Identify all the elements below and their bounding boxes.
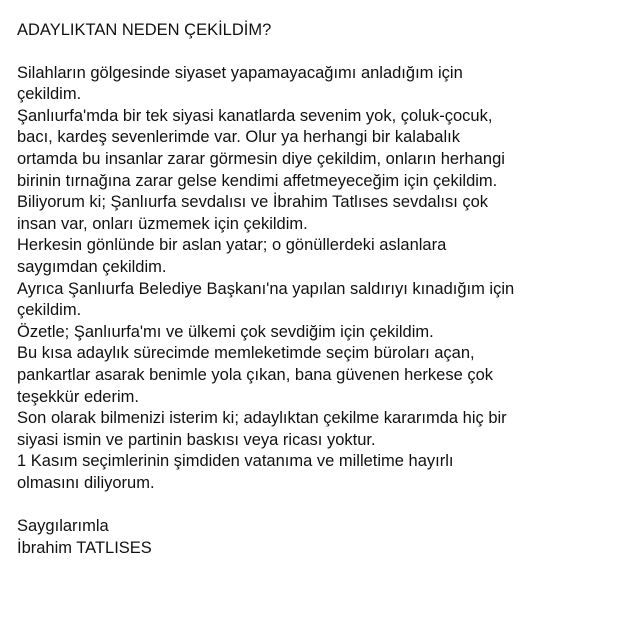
body-line: ortamda bu insanlar zarar görmesin diye çekildim, onların herhangi xyxy=(17,149,505,168)
body-line: bacı, kardeş sevenlerimde var. Olur ya herhangi bir kalabalık xyxy=(17,128,460,147)
body-line: teşekkür ederim. xyxy=(17,387,139,406)
body-line: Silahların gölgesinde siyaset yapamayacağımı anladığım için xyxy=(17,63,463,82)
body-line: saygımdan çekildim. xyxy=(17,257,167,276)
body-line: 1 Kasım seçimlerinin şimdiden vatanıma ve milletime hayırlı xyxy=(17,452,454,471)
body-line: Herkesin gönlünde bir aslan yatar; o gönüllerdeki aslanlara xyxy=(17,236,447,255)
body-line: insan var, onları üzmemek için çekildim. xyxy=(17,214,308,233)
body-line: Şanlıurfa'mda bir tek siyasi kanatlarda sevenim yok, çoluk-çocuk, xyxy=(17,106,493,125)
body-line: birinin tırnağına zarar gelse kendimi affetmeyeceğim için çekildim. xyxy=(17,171,498,190)
signoff-block xyxy=(17,516,622,559)
body-line: Özetle; Şanlıurfa'mı ve ülkemi çok sevdiğim için çekildim. xyxy=(17,322,434,341)
body-line: çekildim. xyxy=(17,85,82,104)
body-line: Son olarak bilmenizi isterim ki; adaylıktan çekilme kararımda hiç bir xyxy=(17,409,507,428)
signature-name: İbrahim TATLISES xyxy=(17,538,152,557)
body-line: siyasi ismin ve partinin baskısı veya ricası yoktur. xyxy=(17,430,376,449)
closing-line: Saygılarımla xyxy=(17,517,109,536)
body-line: çekildim. xyxy=(17,301,82,320)
body-line: Biliyorum ki; Şanlıurfa sevdalısı ve İbrahim Tatlıses sevdalısı çok xyxy=(17,193,489,212)
body-line: pankartlar asarak benimle yola çıkan, bana güvenen herkese çok xyxy=(17,365,494,384)
statement-body xyxy=(17,63,622,495)
body-line: Ayrıca Şanlıurfa Belediye Başkanı'na yapılan saldırıyı kınadığım için xyxy=(17,279,515,298)
body-line: Bu kısa adaylık sürecimde memleketimde seçim büroları açan, xyxy=(17,344,475,363)
document-title: ADAYLIKTAN NEDEN ÇEKİLDİM? xyxy=(17,21,272,39)
body-line: olmasını diliyorum. xyxy=(17,473,155,492)
